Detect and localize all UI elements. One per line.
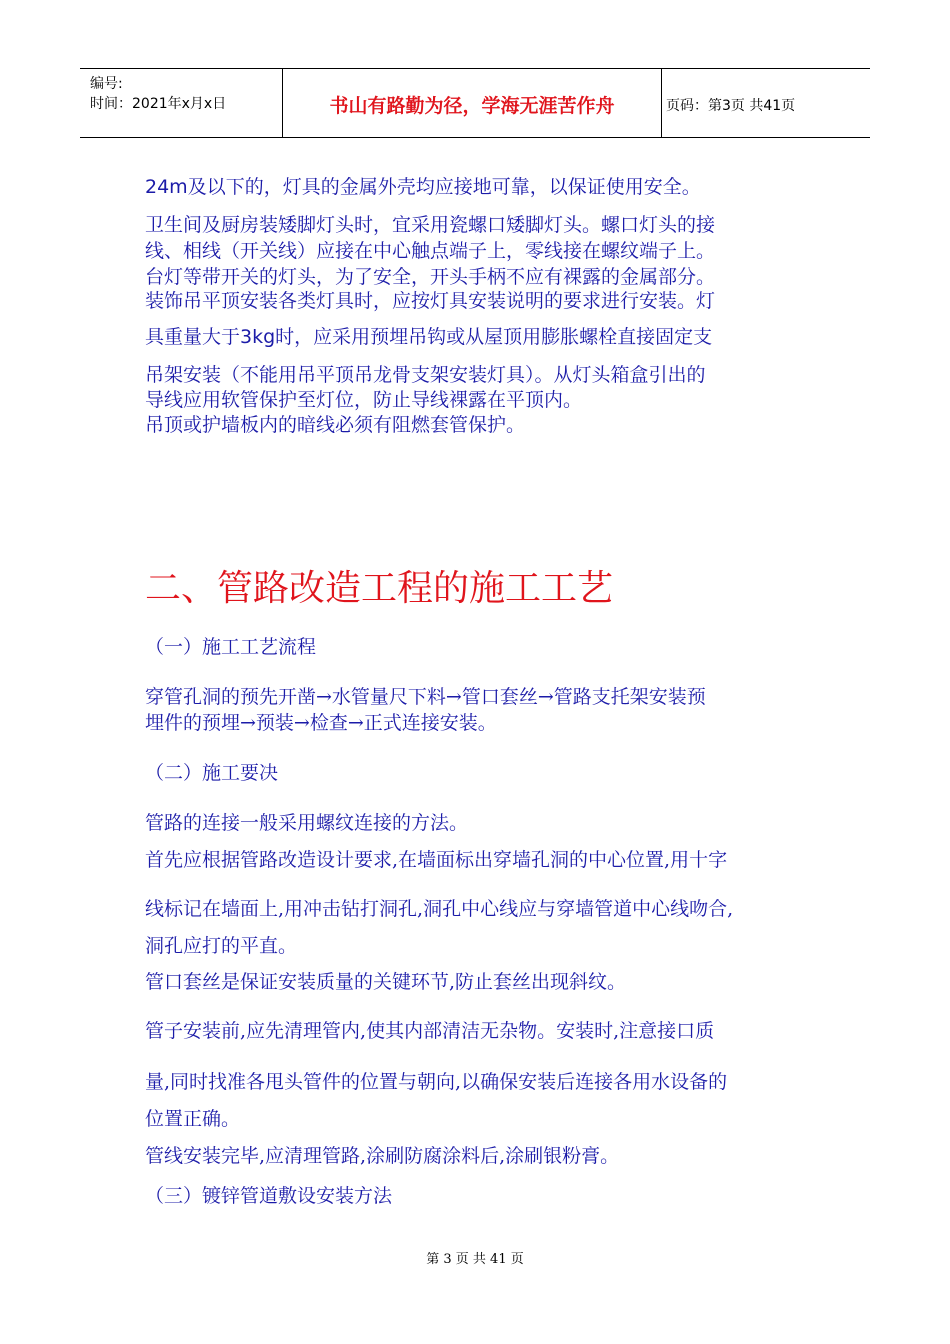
paragraph-line: 台灯等带开关的灯头，为了安全，开头手柄不应有裸露的金属部分。 [145,266,716,288]
page-footer: 第 3 页 共 41 页 [426,1252,524,1267]
paragraph-line: 装饰吊平顶安装各类灯具时，应按灯具安装说明的要求进行安装。灯 [145,290,716,312]
section-heading: 二、管路改造工程的施工工艺 [145,568,614,609]
time-label: 时间：2021年x月x日 [90,96,227,112]
paragraph-line: 24m及以下的，灯具的金属外壳均应接地可靠，以保证使用安全。 [145,176,701,198]
paragraph-line: 埋件的预埋→预装→检查→正式连接安装。 [145,712,497,734]
paragraph-line: 卫生间及厨房装矮脚灯头时，宜采用瓷螺口矮脚灯头。螺口灯头的接 [145,214,716,236]
paragraph-line: 线标记在墙面上,用冲击钻打洞孔,洞孔中心线应与穿墙管道中心线吻合, [145,898,734,920]
paragraph-line: 管路的连接一般采用螺纹连接的方法。 [145,812,469,834]
paragraph-line: 管子安装前,应先清理管内,使其内部清洁无杂物。安装时,注意接口质 [145,1020,715,1042]
subsection-heading: （三）镀锌管道敷设安装方法 [145,1185,393,1207]
paragraph-line: 洞孔应打的平直。 [145,935,298,957]
paragraph-line: 线、相线（开关线）应接在中心触点端子上，零线接在螺纹端子上。 [145,240,716,262]
motto: 书山有路勤为径，学海无涯苦作舟 [329,95,615,117]
number-label: 编号: [90,76,123,92]
paragraph-line: 首先应根据管路改造设计要求,在墙面标出穿墙孔洞的中心位置,用十字 [145,849,728,871]
page-code: 页码：第3页 共41页 [666,98,796,114]
paragraph-line: 量,同时找准各甩头管件的位置与朝向,以确保安装后连接各用水设备的 [145,1071,728,1093]
header-motto-cell [282,69,662,137]
paragraph-line: 吊架安装（不能用吊平顶吊龙骨支架安装灯具）。从灯头箱盒引出的 [145,364,706,386]
paragraph-line: 导线应用软管保护至灯位，防止导线裸露在平顶内。 [145,389,583,411]
paragraph-line: 管线安装完毕,应清理管路,涂刷防腐涂料后,涂刷银粉膏。 [145,1145,620,1167]
header-info-cell [80,69,280,137]
subsection-heading: （一）施工工艺流程 [145,636,317,658]
header-page-cell [662,69,870,137]
paragraph-line: 位置正确。 [145,1108,241,1130]
paragraph-line: 管口套丝是保证安装质量的关键环节,防止套丝出现斜纹。 [145,971,627,993]
paragraph-line: 穿管孔洞的预先开凿→水管量尺下料→管口套丝→管路支托架安装预 [145,686,706,708]
paragraph-line: 具重量大于3kg时，应采用预埋吊钩或从屋顶用膨胀螺栓直接固定支 [145,326,713,348]
paragraph-line: 吊顶或护墙板内的暗线必须有阻燃套管保护。 [145,414,526,436]
subsection-heading: （二）施工要决 [145,762,279,784]
page-header [80,68,870,138]
